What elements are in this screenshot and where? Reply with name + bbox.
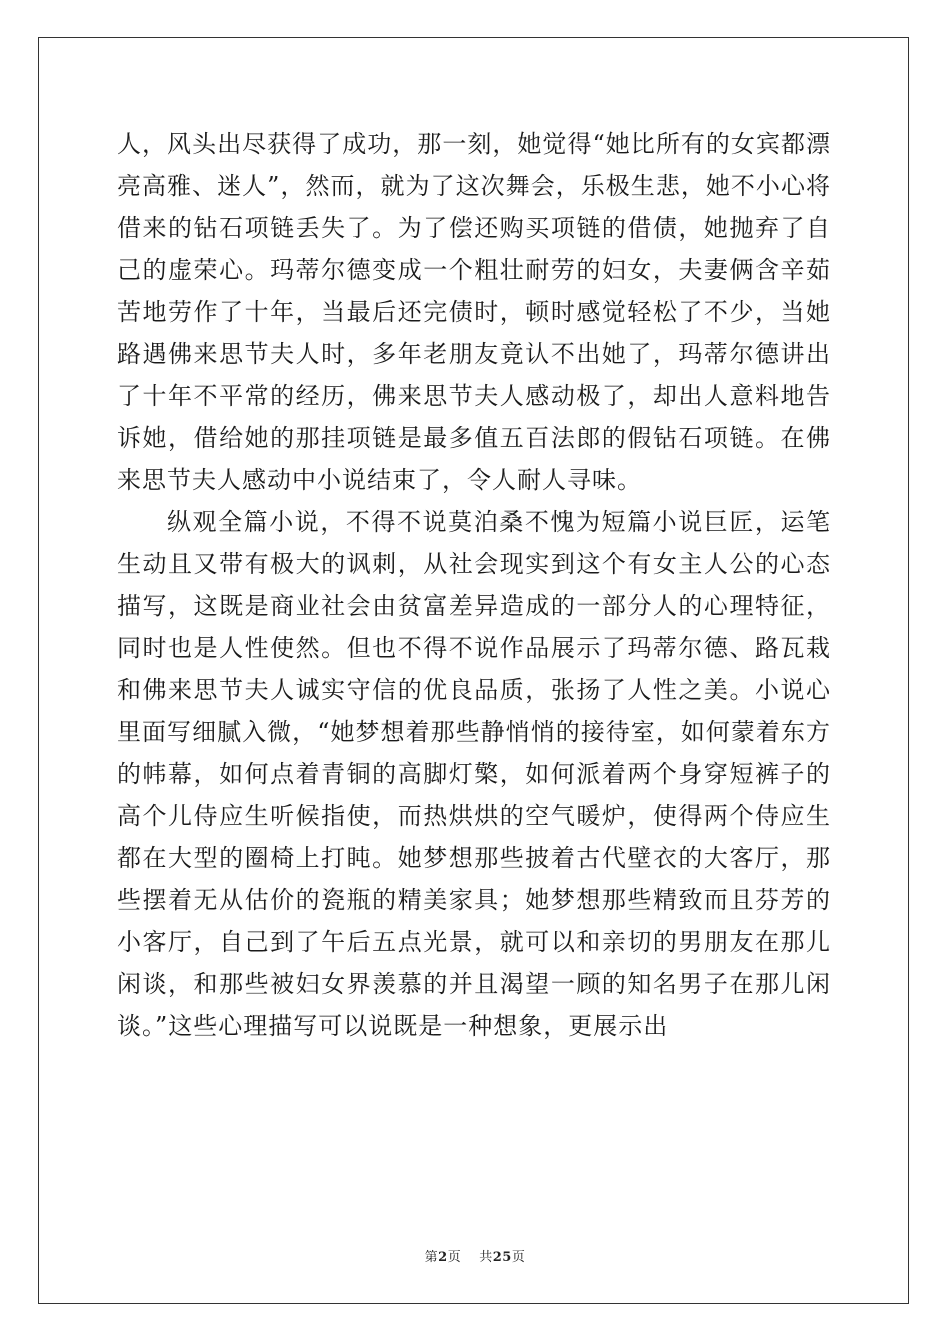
total-suffix: 页 (511, 1250, 526, 1265)
page-footer (0, 1246, 950, 1265)
total-prefix: 共 (479, 1250, 493, 1265)
paragraph: 人，风头出尽获得了成功，那一刻，她觉得“她比所有的女宾都漂亮高雅、迷人”，然而，就为了这次舞会，乐极生悲，她不小心将借来的钻石项链丢失了。为了偿还购买项链的借债，她抛弃了自己的虚荣心。玛蒂尔德变成一个粗壮耐劳的妇女，夫妻俩含辛茹苦地劳作了十年，当最后还完债时，顿时感觉轻松了不少，当她路遇佛来思节夫人时，多年老朋友竟认不出她了，玛蒂尔德讲出了十年不平常的经历，佛来思节夫人感动极了，却出人意料地告诉她，借给她的那挂项链是最多值五百法郎的假钻石项链。在佛来思节夫人感动中小说结束了，令人耐人寻味。 (117, 130, 831, 494)
page-suffix: 页 (447, 1250, 462, 1265)
page-prefix: 第 (424, 1250, 439, 1265)
document-body (117, 123, 831, 1047)
current-page-number: 2 (438, 1250, 448, 1265)
paragraph-indented: 纵观全篇小说，不得不说莫泊桑不愧为短篇小说巨匠，运笔生动且又带有极大的讽刺，从社会现实到这个有女主人公的心态描写，这既是商业社会由贫富差异造成的一部分人的心理特征，同时也是人性使然。但也不得不说作品展示了玛蒂尔德、路瓦栽和佛来思节夫人诚实守信的优良品质，张扬了人性之美。小说心里面写细腻入微，“她梦想着那些静悄悄的接待室，如何蒙着东方的帏幕，如何点着青铜的高脚灯檠，如何派着两个身穿短裤子的高个儿侍应生听候指使，而热烘烘的空气暖炉，使得两个侍应生都在大型的圈椅上打盹。她梦想那些披着古代壁衣的大客厅，那些摆着无从估价的瓷瓶的精美家具；她梦想那些精致而且芬芳的小客厅，自己到了午后五点光景，就可以和亲切的男朋友在那儿闲谈，和那些被妇女界羡慕的并且渴望一顾的知名男子在那儿闲谈。”这些心理描写可以说既是一种想象，更展示出 (117, 508, 831, 1040)
total-page-count: 25 (492, 1250, 512, 1265)
